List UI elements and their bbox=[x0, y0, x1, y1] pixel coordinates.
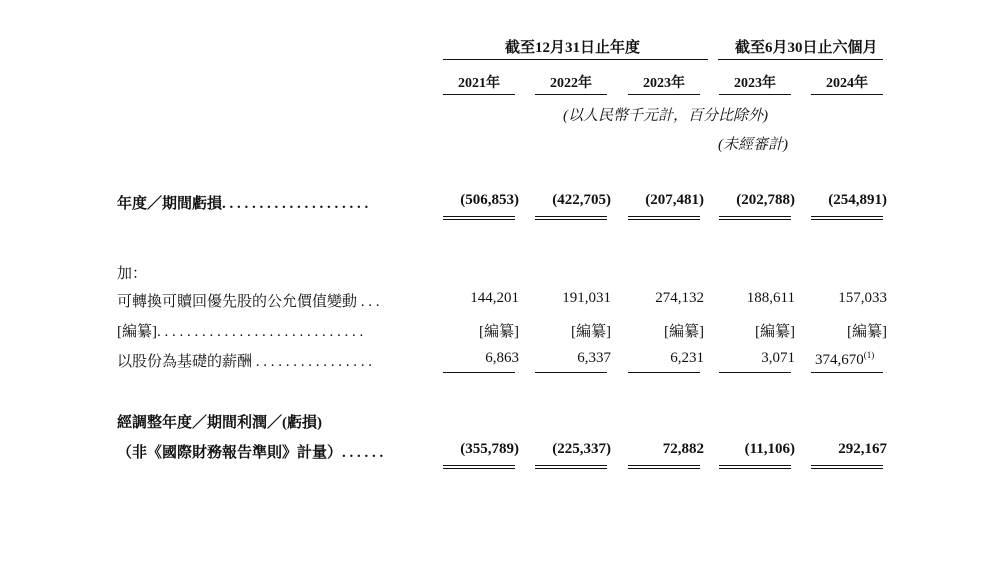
row-share-comp-2024-interim-cell bbox=[815, 350, 874, 369]
row-fair-value-2024-interim: 157,033 bbox=[838, 290, 887, 306]
row-share-comp-2023: 6,231 bbox=[670, 350, 704, 366]
row-fair-value-label: 可轉換可贖回優先股的公允價值變動 . . . bbox=[117, 294, 380, 310]
adjusted-double-rule-b2 bbox=[535, 468, 607, 469]
subtotal-rule-4 bbox=[719, 372, 791, 373]
header-group-interim-rule bbox=[718, 59, 883, 60]
row-redacted-2024-interim: [編纂] bbox=[847, 324, 887, 340]
adjusted-double-rule-a4 bbox=[719, 465, 791, 466]
loss-double-rule-a2 bbox=[535, 216, 607, 217]
row-loss-value-2021: (506,853) bbox=[460, 192, 519, 208]
loss-double-rule-b2 bbox=[535, 219, 607, 220]
subtotal-rule-3 bbox=[628, 372, 700, 373]
row-redacted-2021: [編纂] bbox=[479, 324, 519, 340]
row-adjusted-2024-interim: 292,167 bbox=[838, 441, 887, 457]
adjusted-double-rule-b5 bbox=[811, 468, 883, 469]
row-redacted-2022: [編纂] bbox=[571, 324, 611, 340]
row-loss-value-2023-interim: (202,788) bbox=[736, 192, 795, 208]
loss-double-rule-b5 bbox=[811, 219, 883, 220]
row-fair-value-2023-interim: 188,611 bbox=[746, 290, 795, 306]
row-share-comp-2024-interim: 374,670 bbox=[815, 352, 864, 368]
adjusted-double-rule-a5 bbox=[811, 465, 883, 466]
header-group-interim: 截至6月30日止六個月 bbox=[735, 40, 878, 56]
row-share-comp-2021: 6,863 bbox=[485, 350, 519, 366]
unaudited-note: (未經審計) bbox=[718, 137, 788, 153]
loss-double-rule-b4 bbox=[719, 219, 791, 220]
year-rule-3 bbox=[628, 94, 700, 95]
row-share-comp-2022: 6,337 bbox=[577, 350, 611, 366]
row-loss-value-2022: (422,705) bbox=[552, 192, 611, 208]
year-header-2024-interim: 2024年 bbox=[826, 76, 868, 91]
row-fair-value-2023: 274,132 bbox=[655, 290, 704, 306]
row-adjusted-2023: 72,882 bbox=[662, 441, 704, 457]
row-fair-value-2021: 144,201 bbox=[470, 290, 519, 306]
footnote-marker: (1) bbox=[863, 350, 875, 360]
row-share-comp-2023-interim: 3,071 bbox=[761, 350, 795, 366]
row-adjusted-label-line2: （非《國際財務報告準則》計量）. . . . . . bbox=[117, 445, 384, 461]
adjusted-double-rule-a3 bbox=[628, 465, 700, 466]
row-loss-value-2024-interim: (254,891) bbox=[828, 192, 887, 208]
header-group-annual-rule bbox=[443, 59, 708, 60]
adjusted-double-rule-a2 bbox=[535, 465, 607, 466]
adjusted-double-rule-b4 bbox=[719, 468, 791, 469]
subtotal-rule-1 bbox=[443, 372, 515, 373]
row-loss-value-2023: (207,481) bbox=[645, 192, 704, 208]
row-adjusted-2023-interim: (11,106) bbox=[744, 441, 795, 457]
loss-double-rule-a1 bbox=[443, 216, 515, 217]
year-header-2023: 2023年 bbox=[643, 76, 685, 91]
adjusted-double-rule-b1 bbox=[443, 468, 515, 469]
year-rule-5 bbox=[811, 94, 883, 95]
subtotal-rule-2 bbox=[535, 372, 607, 373]
row-adjusted-label-line1: 經調整年度／期間利潤／(虧損) bbox=[117, 415, 322, 431]
row-adjusted-2022: (225,337) bbox=[552, 441, 611, 457]
row-loss-label: 年度／期間虧損. . . . . . . . . . . . . . . . . . . . bbox=[117, 196, 369, 212]
row-redacted-2023: [編纂] bbox=[664, 324, 704, 340]
year-header-2023-interim: 2023年 bbox=[734, 76, 776, 91]
add-label: 加： bbox=[117, 266, 148, 282]
row-share-comp-label: 以股份為基礎的薪酬 . . . . . . . . . . . . . . . . bbox=[117, 354, 373, 370]
loss-double-rule-a5 bbox=[811, 216, 883, 217]
row-redacted-2023-interim: [編纂] bbox=[755, 324, 795, 340]
unit-note: (以人民幣千元計，百分比除外) bbox=[563, 108, 768, 124]
subtotal-rule-5 bbox=[811, 372, 883, 373]
row-fair-value-2022: 191,031 bbox=[562, 290, 611, 306]
header-group-annual: 截至12月31日止年度 bbox=[505, 40, 641, 56]
loss-double-rule-a3 bbox=[628, 216, 700, 217]
year-header-2022: 2022年 bbox=[550, 76, 592, 91]
adjusted-double-rule-b3 bbox=[628, 468, 700, 469]
row-redacted-label: [編纂]. . . . . . . . . . . . . . . . . . . . . . . . . . . . bbox=[117, 324, 364, 340]
loss-double-rule-b3 bbox=[628, 219, 700, 220]
loss-double-rule-b1 bbox=[443, 219, 515, 220]
year-rule-4 bbox=[719, 94, 791, 95]
year-rule-2 bbox=[535, 94, 607, 95]
year-header-2021: 2021年 bbox=[458, 76, 500, 91]
row-adjusted-2021: (355,789) bbox=[460, 441, 519, 457]
year-rule-1 bbox=[443, 94, 515, 95]
loss-double-rule-a4 bbox=[719, 216, 791, 217]
adjusted-double-rule-a1 bbox=[443, 465, 515, 466]
